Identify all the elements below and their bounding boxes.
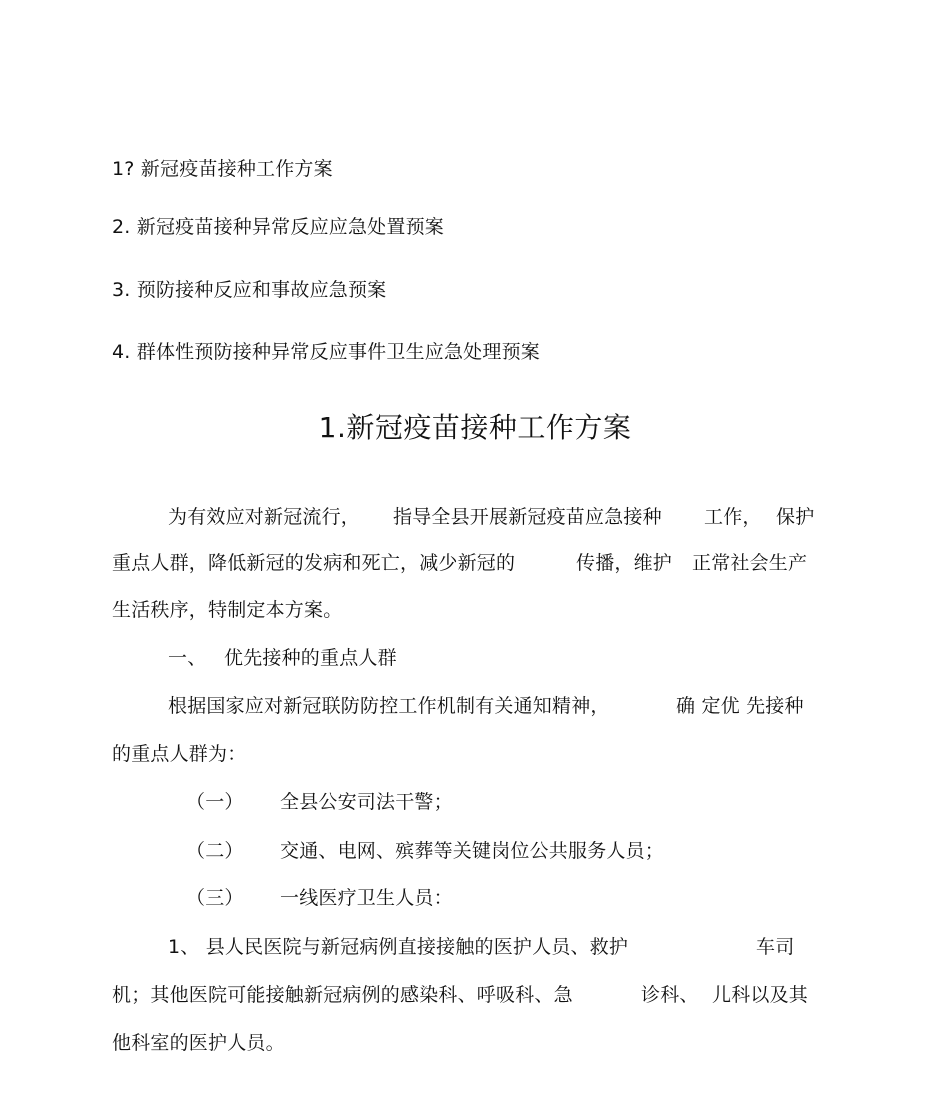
group-1-number: （一）	[186, 791, 244, 813]
group-2-number: （二）	[186, 840, 244, 862]
intro-line-2a: 重点人群，降低新冠的发病和死亡，减少新冠的	[112, 552, 516, 574]
item-1-line-1a: 1、 县人民医院与新冠病例直接接触的医护人员、救护	[168, 936, 629, 958]
item-1-line-3: 他科室的医护人员。	[112, 1032, 285, 1054]
basis-line-1a: 根据国家应对新冠联防防控工作机制有关通知精神，	[168, 695, 610, 717]
basis-line-1b: 确 定优 先接种	[676, 695, 804, 717]
toc-item-4: 4. 群体性预防接种异常反应事件卫生应急处理预案	[112, 341, 540, 363]
section-1-number: 一、	[168, 647, 207, 669]
group-3-number: （三）	[186, 887, 244, 909]
item-1-line-1b: 车司	[756, 936, 795, 958]
item-1-line-2b: 诊科、	[641, 984, 699, 1006]
intro-line-3: 生活秩序，特制定本方案。	[112, 599, 343, 621]
intro-line-1a: 为有效应对新冠流行，	[168, 506, 361, 528]
basis-line-2: 的重点人群为：	[112, 743, 247, 765]
intro-line-2b: 传播，维护	[576, 552, 673, 574]
item-1-line-2a: 机；其他医院可能接触新冠病例的感染科、呼吸科、急	[112, 984, 573, 1006]
intro-line-1d: 保护	[776, 506, 815, 528]
toc-item-2: 2. 新冠疫苗接种异常反应应急处置预案	[112, 216, 444, 238]
intro-line-2c: 正常社会生产	[692, 552, 808, 574]
item-1-line-2c: 儿科以及其	[712, 984, 809, 1006]
toc-item-3: 3. 预防接种反应和事故应急预案	[112, 279, 387, 301]
group-3-text: 一线医疗卫生人员：	[280, 887, 453, 909]
intro-line-1b: 指导全县开展新冠疫苗应急接种	[393, 506, 662, 528]
intro-line-1c: 工作，	[704, 506, 762, 528]
group-1-text: 全县公安司法干警；	[280, 791, 453, 813]
section-1-heading: 优先接种的重点人群	[224, 647, 397, 669]
document-title: 1.新冠疫苗接种工作方案	[318, 411, 632, 444]
toc-item-1: 1? 新冠疫苗接种工作方案	[112, 158, 333, 180]
group-2-text: 交通、电网、殡葬等关键岗位公共服务人员；	[280, 840, 665, 862]
